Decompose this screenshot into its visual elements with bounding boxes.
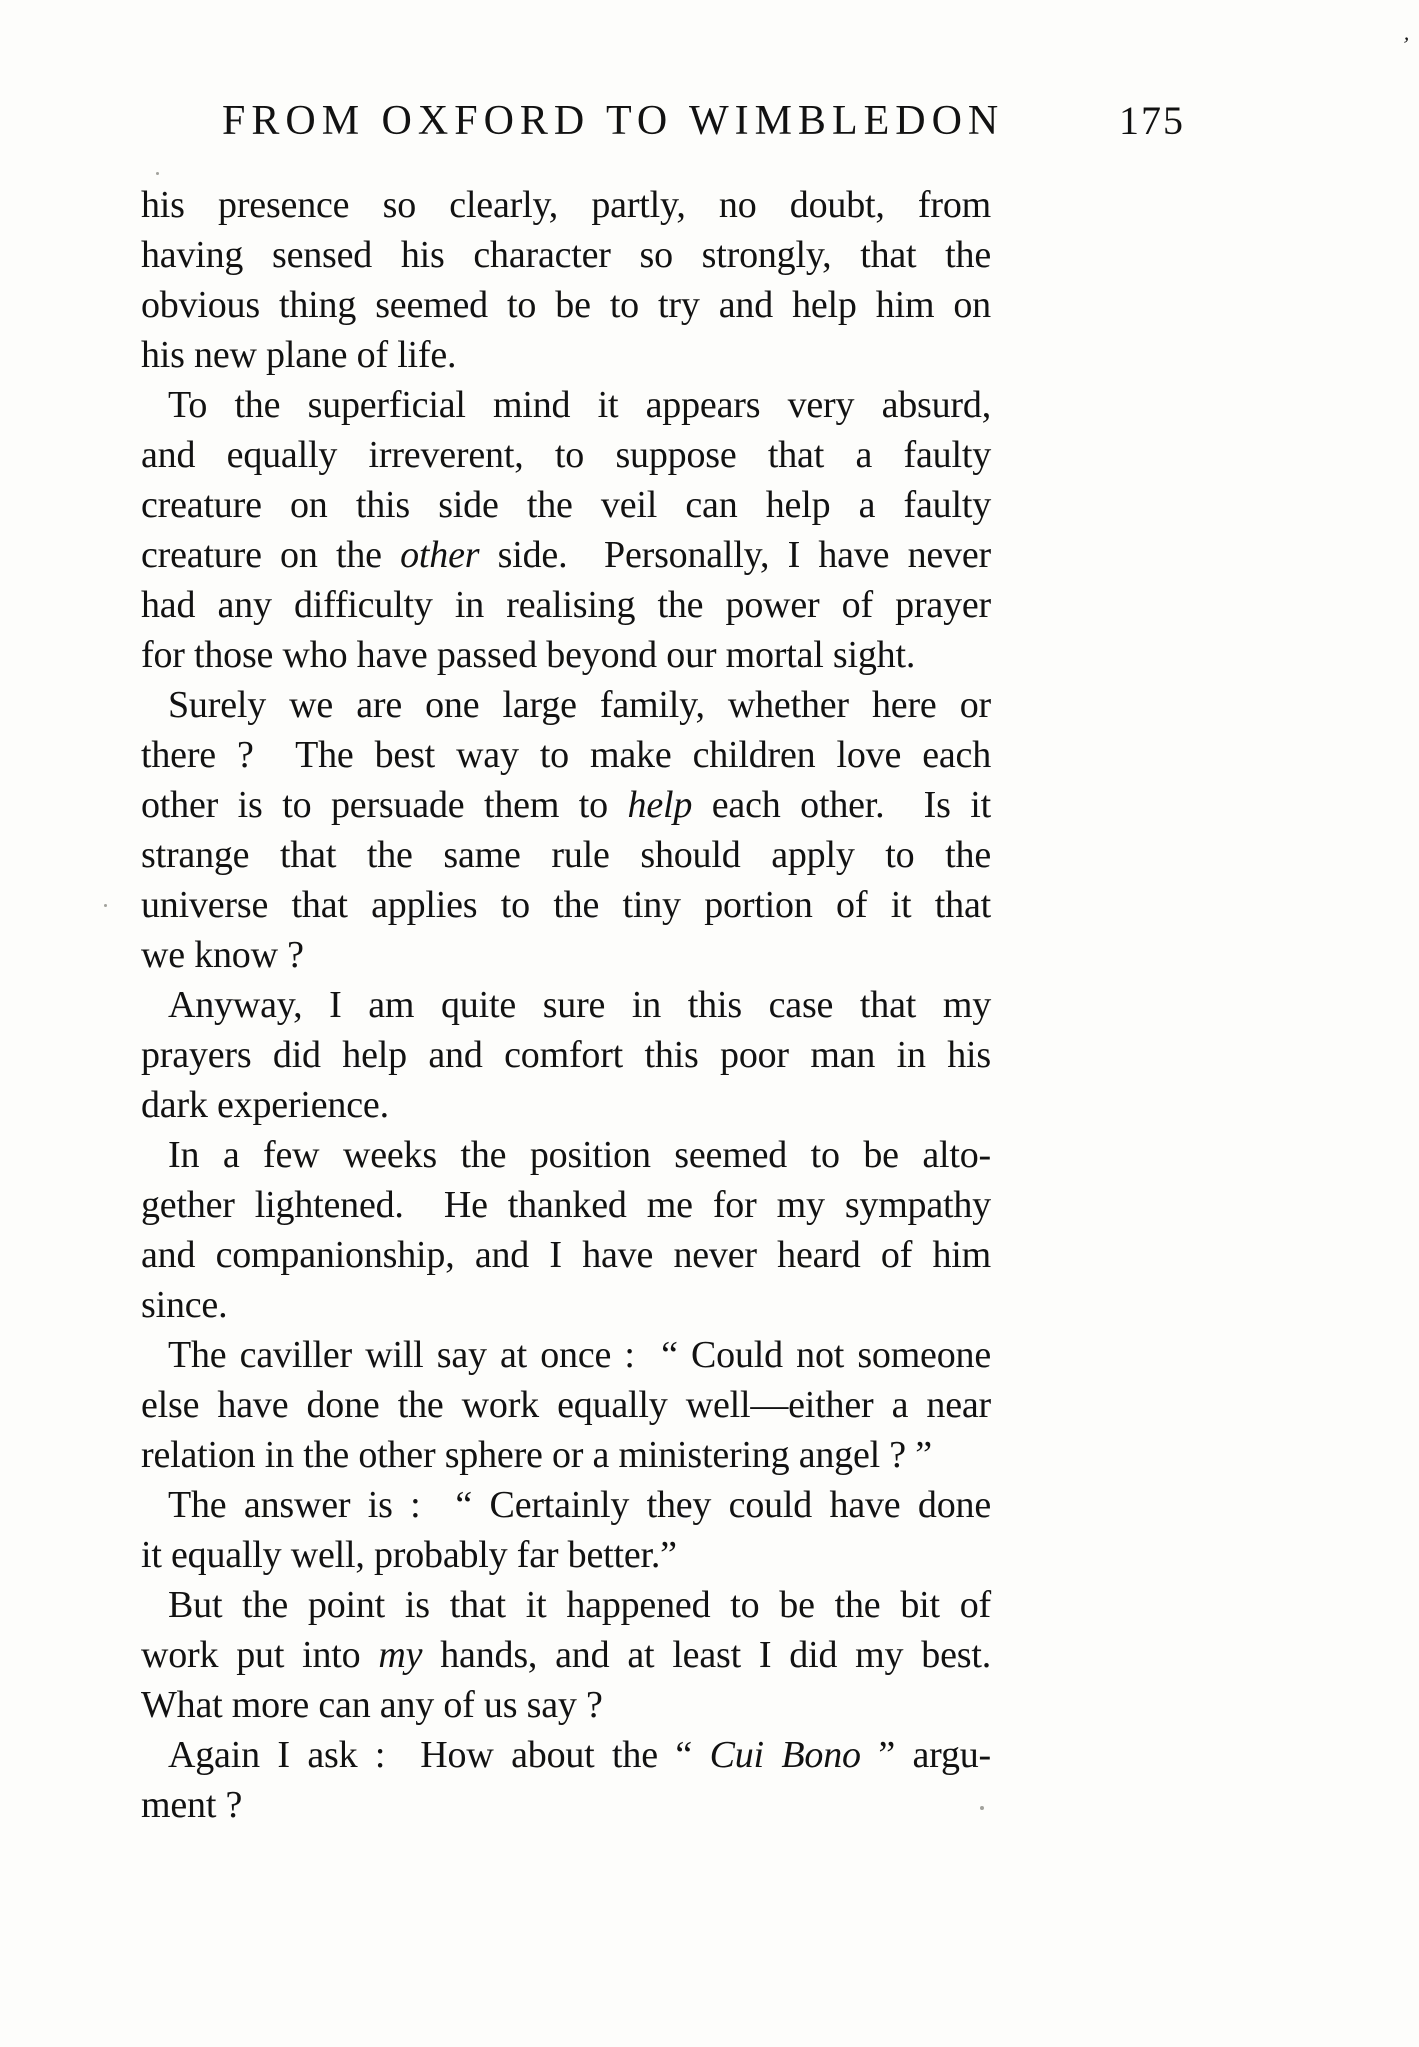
text-line: having sensed his character so strongly, that the	[141, 234, 991, 276]
text-line: dark experience.	[141, 1084, 389, 1126]
text-line: creature on the other side. Personally, I have never	[141, 534, 991, 576]
text-line: work put into my hands, and at least I did my best.	[141, 1634, 991, 1676]
text-line: his new plane of life.	[141, 334, 457, 376]
text-line: ment ?	[141, 1784, 243, 1826]
text-line: his presence so clearly, partly, no doubt, from	[141, 184, 991, 226]
text-line: creature on this side the veil can help a faulty	[141, 484, 991, 526]
text-line: gether lightened. He thanked me for my sympathy	[141, 1184, 991, 1226]
text-line: Surely we are one large family, whether here or	[168, 684, 991, 726]
running-head	[222, 100, 1185, 142]
text-line: To the superficial mind it appears very absurd,	[168, 384, 991, 426]
page-number: 175	[1119, 98, 1185, 143]
text-line: and equally irreverent, to suppose that a faulty	[141, 434, 991, 476]
text-line: it equally well, probably far better.”	[141, 1534, 677, 1576]
text-line: there ? The best way to make children love each	[141, 734, 991, 776]
text-line: Anyway, I am quite sure in this case that my	[168, 984, 991, 1026]
text-line: universe that applies to the tiny portion of it that	[141, 884, 991, 926]
text-line: else have done the work equally well—either a near	[141, 1384, 991, 1426]
text-line: The caviller will say at once : “ Could not someone	[168, 1334, 991, 1376]
text-line: In a few weeks the position seemed to be alto-	[168, 1134, 991, 1176]
text-line: obvious thing seemed to be to try and help him on	[141, 284, 991, 326]
text-line: The answer is : “ Certainly they could have done	[168, 1484, 991, 1526]
text-line: and companionship, and I have never heard of him	[141, 1234, 991, 1276]
scan-speck: ’	[1400, 31, 1412, 58]
text-line: relation in the other sphere or a ministering angel ? ”	[141, 1434, 932, 1476]
text-line: since.	[141, 1284, 228, 1326]
text-line: But the point is that it happened to be the bit of	[168, 1584, 991, 1626]
scan-dot	[104, 904, 107, 907]
scan-dot	[980, 1806, 984, 1810]
page-text	[141, 180, 991, 1830]
scan-dot	[156, 172, 159, 175]
text-line: we know ?	[141, 934, 304, 976]
text-line: What more can any of us say ?	[141, 1684, 603, 1726]
page-title: FROM OXFORD TO WIMBLEDON	[222, 98, 1005, 144]
text-line: for those who have passed beyond our mortal sight.	[141, 634, 916, 676]
text-line: prayers did help and comfort this poor man in his	[141, 1034, 991, 1076]
text-line: Again I ask : How about the “ Cui Bono ” argu-	[168, 1734, 991, 1776]
text-line: had any difficulty in realising the power of prayer	[141, 584, 991, 626]
text-line: other is to persuade them to help each other. Is it	[141, 784, 991, 826]
text-line: strange that the same rule should apply to the	[141, 834, 991, 876]
